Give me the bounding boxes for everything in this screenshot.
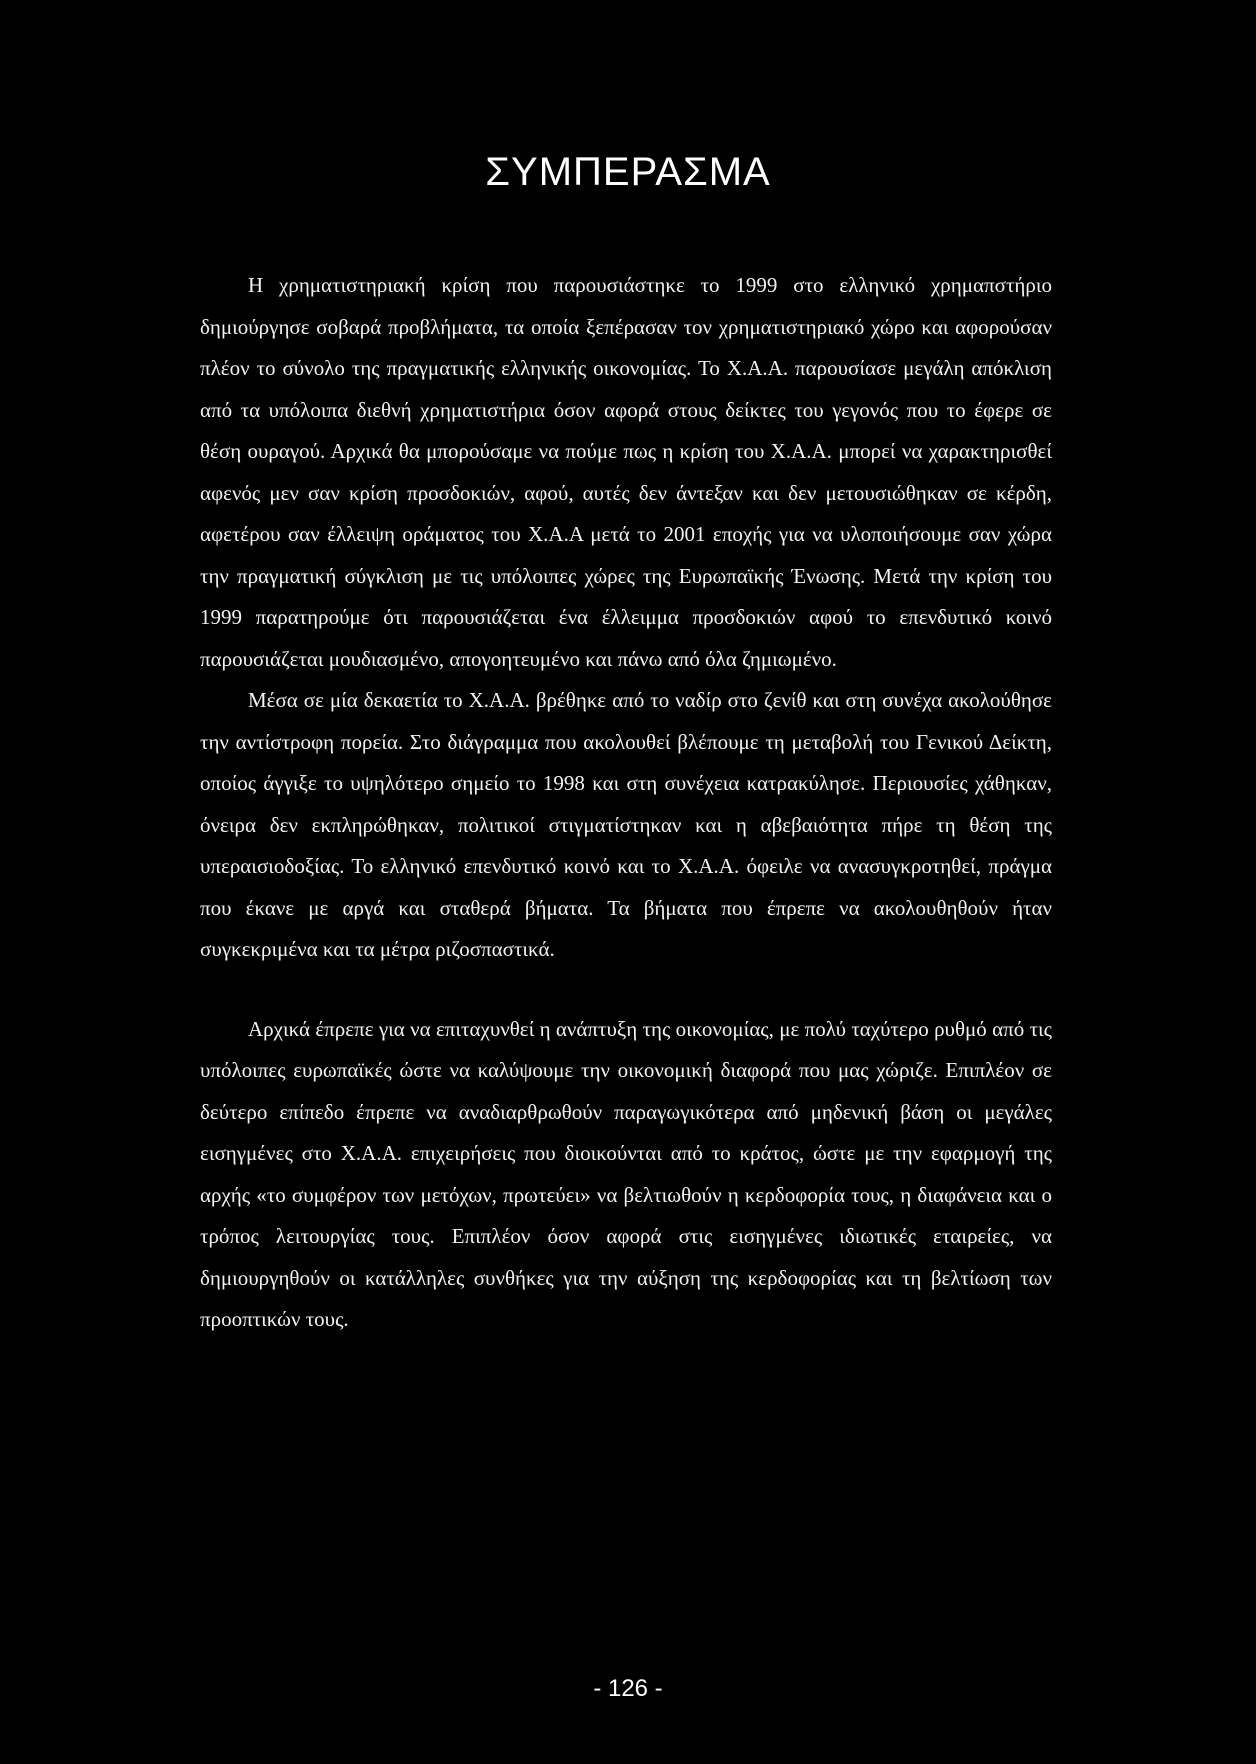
paragraph: Αρχικά έπρεπε για να επιταχυνθεί η ανάπτυξη της οικονομίας, με πολύ ταχύτερο ρυθμό από τις υπόλοιπες ευρωπαϊκές ώστε να καλύψουμε την οικονομική διαφορά που μας χώριζε. Επιπλέον σε δεύτερο επίπεδο έπρεπε να αναδιαρθρωθούν παραγωγικότερα από μηδενική βάση οι μεγάλες εισηγμένες στο Χ.Α.Α. επιχειρήσεις που διοικούνται από το κράτος, ώστε με την εφαρμογή της αρχής «το συμφέρον των μετόχων, πρωτεύει» να βελτιωθούν η κερδοφορία τους, η διαφάνεια και ο τρόπος λειτουργίας τους. Επιπλέον όσον αφορά στις εισηγμένες ιδιωτικές εταιρείες, να δημιουργηθούν οι κατάλληλες συνθήκες για την αύξηση της κερδοφορίας και τη βελτίωση των προοπτικών τους. bbox=[200, 1016, 1052, 1331]
paragraph: Η χρηματιστηριακή κρίση που παρουσιάστηκε το 1999 στο ελληνικό χρημαπστήριο δημιούργησε σοβαρά προβλήματα, τα οποία ξεπέρασαν τον χρηματιστηριακό χώρο και αφορούσαν πλέον το σύνολο της πραγματικής ελληνικής οικονομίας. Το Χ.Α.Α. παρουσίασε μεγάλη απόκλιση από τα υπόλοιπα διεθνή χρηματιστήρια όσον αφορά στους δείκτες του γεγονός που το έφερε σε θέση ουραγού. Αρχικά θα μπορούσαμε να πούμε πως η κρίση του Χ.Α.Α. μπορεί να χαρακτηρισθεί αφενός μεν σαν κρίση προσδοκιών, αφού, αυτές δεν άντεξαν και δεν μετουσιώθηκαν σε κέρδη, αφετέρου σαν έλλειψη οράματος του Χ.Α.Α μετά το 2001 εποχής για να υλοποιήσουμε σαν χώρα την πραγματική σύγκλιση με τις υπόλοιπες χώρες της Ευρωπαϊκής Ένωσης. Μετά την κρίση του 1999 παρατηρούμε ότι παρουσιάζεται ένα έλλειμμα προσδοκιών αφού το επενδυτικό κοινό παρουσιάζεται μουδιασμένο, απογοητευμένο και πάνω από όλα ζημιωμένο. bbox=[200, 273, 1052, 671]
page-number: - 126 - bbox=[593, 1675, 663, 1702]
page-title: ΣΥΜΠΕΡΑΣΜΑ bbox=[485, 150, 771, 194]
paragraph: Μέσα σε μία δεκαετία το Χ.Α.Α. βρέθηκε από το ναδίρ στο ζενίθ και στη συνέχα ακολούθησε την αντίστροφη πορεία. Στο διάγραμμα που ακολουθεί βλέπουμε τη μεταβολή του Γενικού Δείκτη, οποίος άγγιξε το υψηλότερο σημείο το 1998 και στη συνέχεια κατρακύλησε. Περιουσίες χάθηκαν, όνειρα δεν εκπληρώθηκαν, πολιτικοί στιγματίστηκαν και η αβεβαιότητα πήρε τη θέση της υπεραισιοδοξίας. Το ελληνικό επενδυτικό κοινό και το Χ.Α.Α. όφειλε να ανασυγκροτηθεί, πράγμα που έκανε με αργά και σταθερά βήματα. Τα βήματα που έπρεπε να ακολουθηθούν ήταν συγκεκριμένα και τα μέτρα ριζοσπαστικά. bbox=[200, 688, 1052, 961]
document-body bbox=[200, 265, 1052, 1341]
